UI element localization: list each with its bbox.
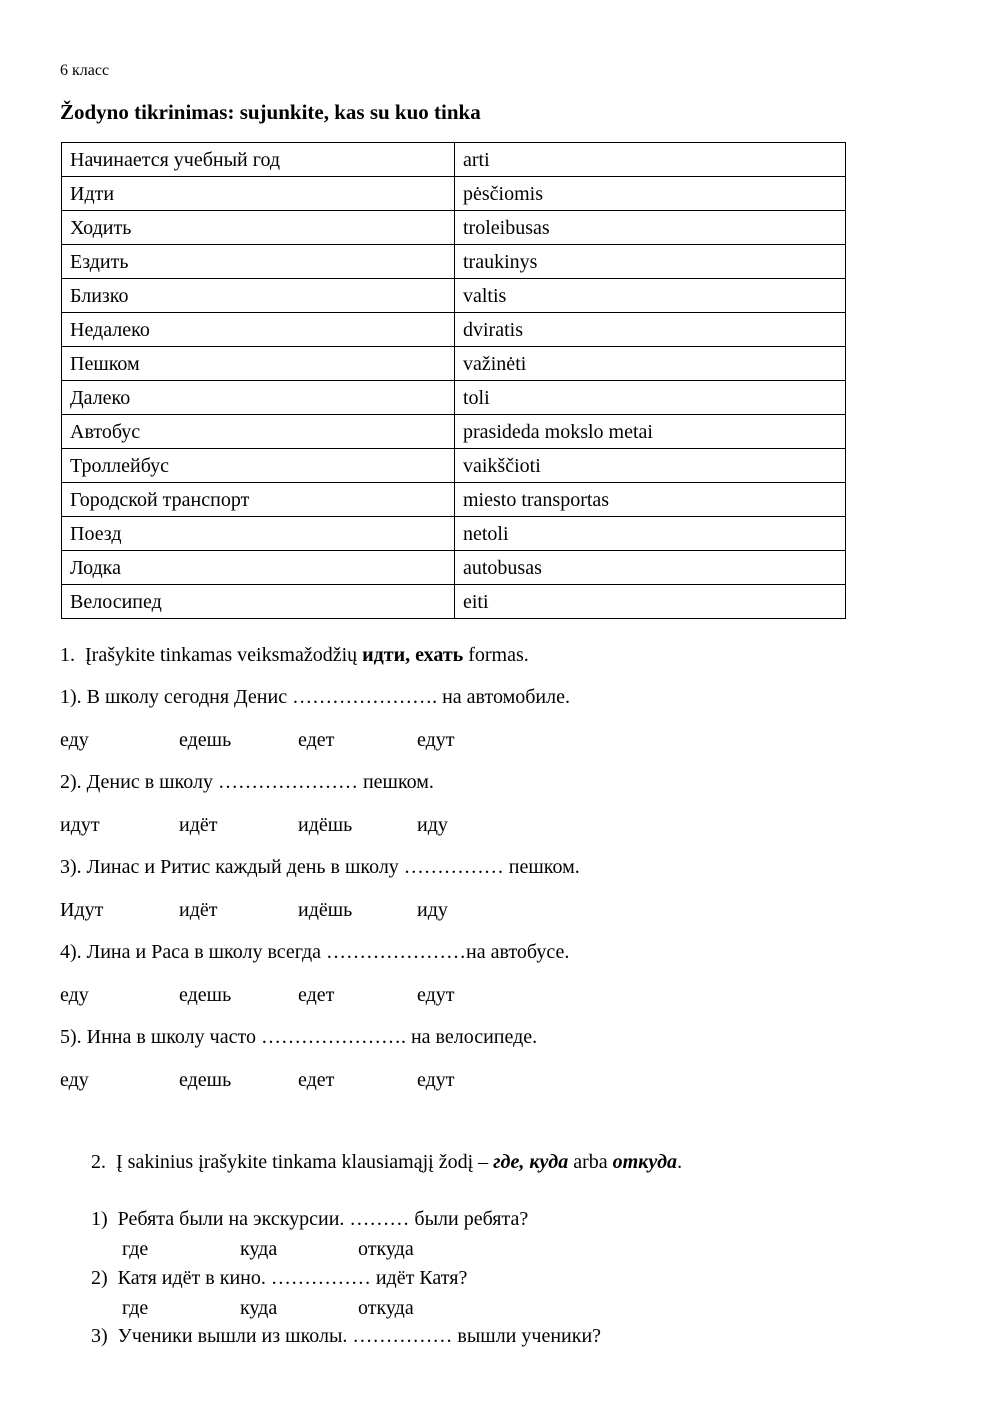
task1-item-1-option: едешь	[179, 729, 232, 751]
table-row	[62, 143, 846, 177]
task2-question-words-1: где, куда	[493, 1151, 569, 1173]
table-row	[62, 347, 846, 381]
task1-item-2-option: идут	[60, 814, 100, 836]
task2-text-middle: arba	[568, 1151, 613, 1173]
lithuanian-term-cell: traukinys	[455, 245, 846, 279]
table-row	[62, 177, 846, 211]
task1-item-3-option: Идут	[60, 899, 104, 921]
russian-term-cell: Близко	[62, 279, 455, 313]
task1-item-5-sentence: 5). Инна в школу часто …………………. на велосипеде.	[60, 1026, 538, 1048]
task1-item-3-option: идёшь	[298, 899, 353, 921]
lithuanian-term-cell: dviratis	[455, 313, 846, 347]
task1-item-1-sentence: 1). В школу сегодня Денис …………………. на автомобиле.	[60, 686, 570, 708]
task1-item-1-option: едет	[298, 729, 335, 751]
task2-item-3-sentence: Ученики вышли из школы. …………… вышли ученики?	[117, 1325, 602, 1347]
task1-text-before: Įrašykite tinkamas veiksmažodžių	[85, 644, 363, 666]
task1-item-4-option: еду	[60, 984, 89, 1006]
russian-term-cell: Поезд	[62, 517, 455, 551]
task2-item-1-sentence: Ребята были на экскурсии. ……… были ребята?	[117, 1208, 529, 1230]
table-row	[62, 313, 846, 347]
table-row	[62, 551, 846, 585]
task2-heading	[91, 1151, 682, 1174]
lithuanian-term-cell: netoli	[455, 517, 846, 551]
table-row	[62, 585, 846, 619]
task2-item-1-number: 1)	[91, 1208, 108, 1230]
russian-term-cell: Городской транспорт	[62, 483, 455, 517]
table-row	[62, 415, 846, 449]
russian-term-cell: Идти	[62, 177, 455, 211]
lithuanian-term-cell: pėsčiomis	[455, 177, 846, 211]
grade-label: 6 класс	[60, 62, 110, 79]
lithuanian-term-cell: važinėti	[455, 347, 846, 381]
task1-item-2-option: иду	[417, 814, 448, 836]
table-row	[62, 211, 846, 245]
task2-item-1-option: откуда	[358, 1238, 414, 1260]
task2-item-3	[91, 1325, 601, 1348]
task2-item-1-option: где	[122, 1238, 149, 1260]
russian-term-cell: Ходить	[62, 211, 455, 245]
lithuanian-term-cell: toli	[455, 381, 846, 415]
page-title: Žodyno tikrinimas: sujunkite, kas su kuo tinka	[60, 100, 481, 124]
russian-term-cell: Пешком	[62, 347, 455, 381]
russian-term-cell: Троллейбус	[62, 449, 455, 483]
table-row	[62, 449, 846, 483]
vocabulary-table	[61, 142, 846, 619]
task2-item-2	[91, 1267, 467, 1290]
task1-item-5-option: еду	[60, 1069, 89, 1091]
task2-text-after: .	[677, 1151, 683, 1173]
task1-number: 1.	[60, 644, 75, 666]
lithuanian-term-cell: troleibusas	[455, 211, 846, 245]
russian-term-cell: Начинается учебный год	[62, 143, 455, 177]
lithuanian-term-cell: prasideda mokslo metai	[455, 415, 846, 449]
russian-term-cell: Недалеко	[62, 313, 455, 347]
russian-term-cell: Автобус	[62, 415, 455, 449]
lithuanian-term-cell: arti	[455, 143, 846, 177]
russian-term-cell: Велосипед	[62, 585, 455, 619]
lithuanian-term-cell: vaikščioti	[455, 449, 846, 483]
table-row	[62, 245, 846, 279]
table-row	[62, 483, 846, 517]
table-row	[62, 381, 846, 415]
lithuanian-term-cell: eiti	[455, 585, 846, 619]
russian-term-cell: Далеко	[62, 381, 455, 415]
task1-item-5-option: едешь	[179, 1069, 232, 1091]
task1-item-5-option: едет	[298, 1069, 335, 1091]
table-row	[62, 279, 846, 313]
task2-item-2-option: откуда	[358, 1297, 414, 1319]
task1-heading	[60, 644, 529, 667]
task1-verbs: идти, ехать	[362, 644, 464, 666]
task1-item-3-option: иду	[417, 899, 448, 921]
task1-item-5-option: едут	[417, 1069, 455, 1091]
task1-item-1-option: еду	[60, 729, 89, 751]
task2-item-1-option: куда	[240, 1238, 278, 1260]
task1-item-3-sentence: 3). Линас и Ритис каждый день в школу …………… пешком.	[60, 856, 580, 878]
task2-item-2-option: куда	[240, 1297, 278, 1319]
task2-item-2-option: где	[122, 1297, 149, 1319]
task2-item-2-sentence: Катя идёт в кино. …………… идёт Катя?	[117, 1267, 468, 1289]
task1-item-2-option: идёшь	[298, 814, 353, 836]
task1-item-3-option: идёт	[179, 899, 218, 921]
lithuanian-term-cell: autobusas	[455, 551, 846, 585]
task2-item-3-number: 3)	[91, 1325, 108, 1347]
task2-number: 2.	[91, 1151, 106, 1173]
task2-item-2-number: 2)	[91, 1267, 108, 1289]
table-row	[62, 517, 846, 551]
russian-term-cell: Лодка	[62, 551, 455, 585]
lithuanian-term-cell: valtis	[455, 279, 846, 313]
task2-item-1	[91, 1208, 528, 1231]
task1-item-4-option: едут	[417, 984, 455, 1006]
task1-item-2-option: идёт	[179, 814, 218, 836]
task2-question-words-2: откуда	[612, 1151, 678, 1173]
task1-item-4-option: едет	[298, 984, 335, 1006]
lithuanian-term-cell: miesto transportas	[455, 483, 846, 517]
task1-item-1-option: едут	[417, 729, 455, 751]
task1-item-4-option: едешь	[179, 984, 232, 1006]
task1-item-4-sentence: 4). Лина и Раса в школу всегда …………………на автобусе.	[60, 941, 570, 963]
task1-item-2-sentence: 2). Денис в школу ………………… пешком.	[60, 771, 434, 793]
task2-text-before: Į sakinius įrašykite tinkama klausiamąjį žodį –	[116, 1151, 494, 1173]
task1-text-after: formas.	[463, 644, 529, 666]
russian-term-cell: Ездить	[62, 245, 455, 279]
